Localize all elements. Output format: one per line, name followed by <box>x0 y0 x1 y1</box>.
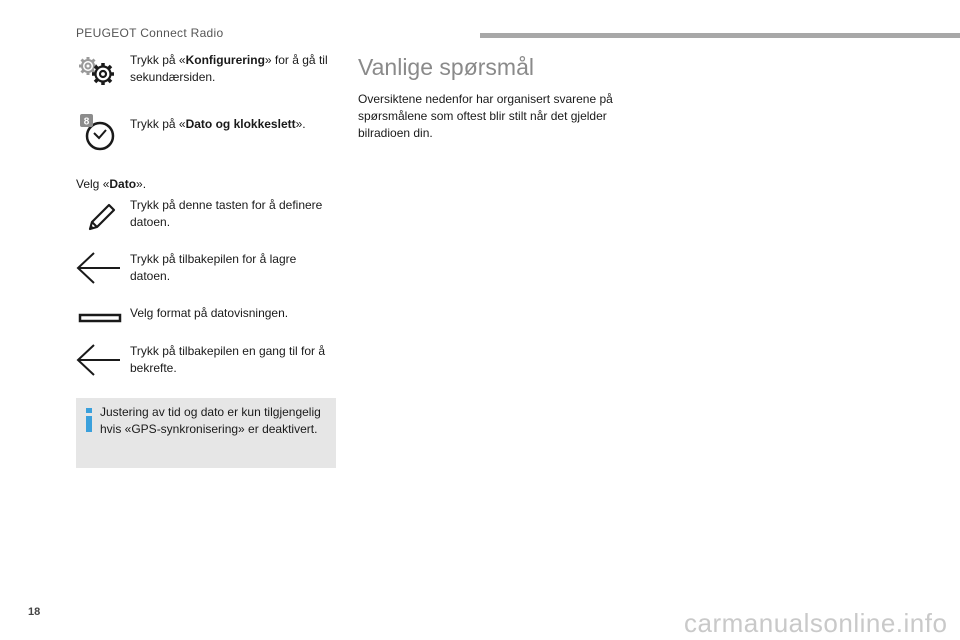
clock-icon <box>76 112 124 152</box>
step-date-time <box>76 110 338 176</box>
info-text: Justering av tid og dato er kun tilgjengelig hvis «GPS-synkronisering» er deaktivert. <box>100 405 321 436</box>
clock-badge: 8 <box>83 116 90 128</box>
pencil-icon <box>76 199 124 235</box>
format-bar-icon <box>76 305 124 341</box>
info-icon <box>84 408 94 432</box>
step-text: Trykk på tilbakepilen en gang til for å bekrefte. <box>130 344 325 375</box>
faq-title: Vanlige spørsmål <box>358 54 534 80</box>
faq-section <box>358 54 618 142</box>
step-text: Trykk på tilbakepilen for å lagre datoen. <box>130 252 297 283</box>
step-text: Trykk på «Konfigurering» for å gå til sekundærsiden. <box>130 53 328 84</box>
instructions-column <box>76 52 338 397</box>
step-configuration <box>76 52 338 96</box>
info-box <box>76 398 336 468</box>
faq-body: Oversiktene nedenfor har organisert svarene på spørsmålene som oftest blir stilt når det gjelder bilradioen din. <box>358 92 613 140</box>
step-text: Velg format på datovisningen. <box>130 306 289 320</box>
step-back-confirm <box>76 343 338 397</box>
header-rule <box>480 33 960 38</box>
back-arrow-icon <box>76 251 124 287</box>
page-number: 18 <box>28 606 41 618</box>
step-text: Trykk på denne tasten for å definere datoen. <box>130 198 323 229</box>
step-pencil <box>76 197 338 251</box>
step-back-save <box>76 251 338 305</box>
header-title: PEUGEOT Connect Radio <box>76 26 224 40</box>
select-date-line: Velg «Dato». <box>76 177 147 191</box>
step-text: Trykk på «Dato og klokkeslett». <box>130 117 306 131</box>
watermark: carmanualsonline.info <box>684 608 948 638</box>
step-format <box>76 305 338 343</box>
settings-gears-icon <box>76 52 124 88</box>
back-arrow-icon <box>76 343 124 379</box>
